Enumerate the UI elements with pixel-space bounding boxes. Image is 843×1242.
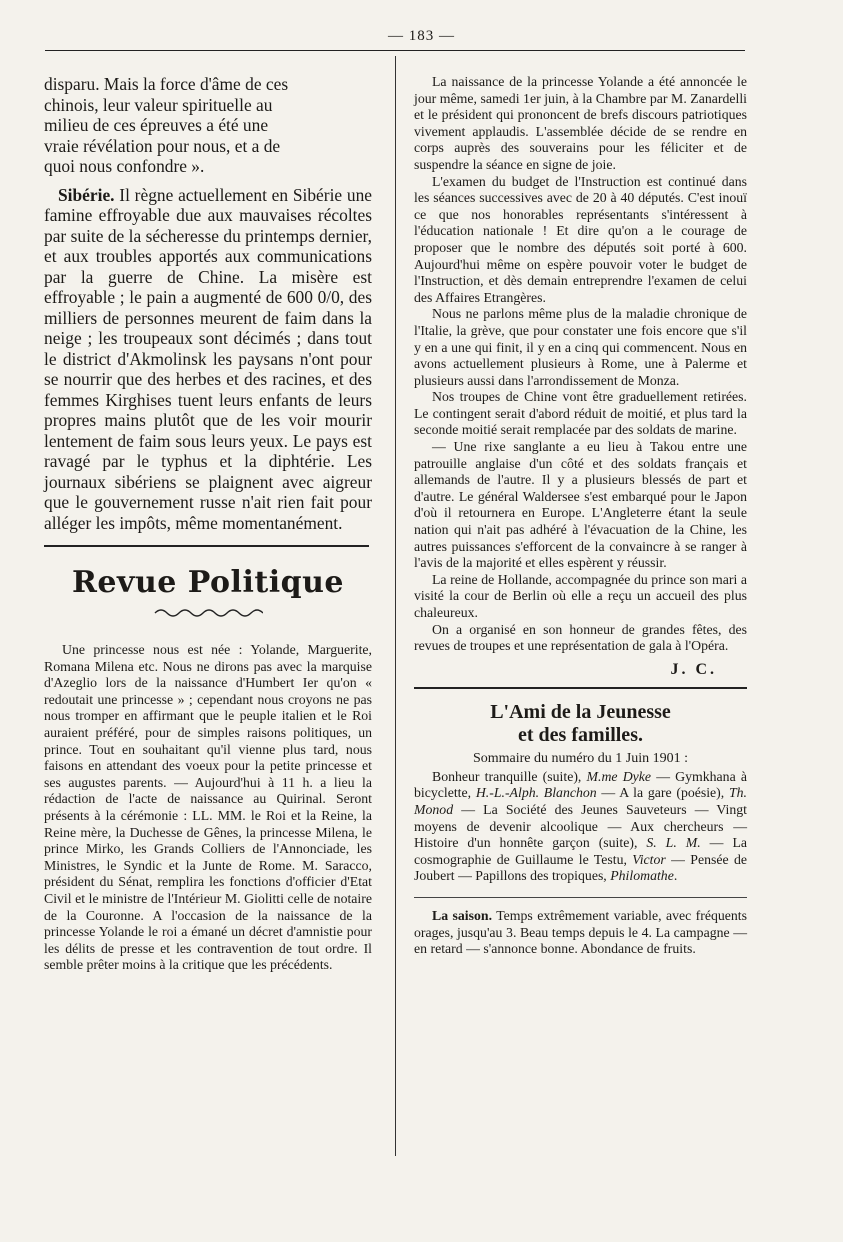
article-paragraph: La reine de Hollande, accompagnée du prince son mari a visité la cour de Berlin où elle a reçu un accueil des plus chaleureux.	[414, 571, 747, 620]
page-number: — 183 —	[388, 28, 455, 44]
article-paragraph: On a organisé en son honneur de grandes fêtes, des revues de troupes et une représentation de gala à l'Opéra.	[414, 621, 747, 654]
saison-paragraph	[414, 908, 747, 958]
siberie-paragraph	[44, 185, 372, 534]
intro-line: disparu. Mais la force d'âme de ces	[44, 74, 289, 94]
intro-line: milieu de ces épreuves a été une	[44, 115, 269, 135]
sommaire-heading: Sommaire du numéro du 1 Juin 1901 :	[472, 750, 689, 766]
ami-title-line1: L'Ami de la Jeunesse	[490, 700, 671, 723]
column-divider	[395, 56, 396, 1156]
revue-politique-title: Revue Politique	[72, 565, 344, 600]
siberie-text: Il règne actuellement en Sibérie une famine effroyable due aux mauvaises récoltes par suite de la sécheresse du printemps dernier, et aux troubles apportés aux communications par la guerre de Chine. La misère est effroyable ; le pain a augmenté de 600 0/0, des milliers de personnes meurent de faim dans la neige ; les troupeaux sont décimés ; dans tout le district d'Akmolinsk les paysans n'ont pour se nourrir que des herbes et des racines, et des femmes Kirghises tuent leurs enfants de leurs propres mains plutôt que de les voir mourir lentement de faim sous leurs yeux. Le pays est ravagé par le typhus et la diphtérie. Les journaux sibériens se plaignent avec aigreur que le gouvernement russe n'ait rien fait pour alléger les impôts, même momentanément.	[44, 184, 372, 533]
right-column	[414, 74, 747, 958]
article-paragraph: Nos troupes de Chine vont être graduellement retirées. Le contingent serait d'abord réduit de moitié, et plus tard la seconde moitié serait remplacée par des soldats de marine.	[414, 389, 747, 438]
sommaire-list: Bonheur tranquille (suite), M.me Dyke — Gymkhana à bicyclette, H.-L.-Alph. Blanchon — A la gare (poésie), Th. Monod — La Société des Jeunes Sauveteurs — Vingt moyens de devenir alcoolique — Aux chercheurs — Histoire d'un honnête garçon (suite), S. L. M. — La cosmographie de Guillaume le Testu, Victor — Pensée de Joubert — Papillons des tropiques, Philomathe.	[414, 768, 748, 884]
siberie-heading: Sibérie.	[58, 184, 115, 205]
section-rule	[414, 897, 747, 898]
revue-paragraph: Une princesse nous est née : Yolande, Marguerite, Romana Milena etc. Nous ne dirons pas avec la marquise d'Azeglio lors de la naissance d'Humbert Ier qu'on « redoutait une princesse » ; cependant nous croyons ne pas nous tromper en affirmant que le peuple italien et le Roi auraient préféré, pour de simples raisons politiques, un prince. Tout en souhaitant qu'il vienne plus tard, nous faisons en attendant des voeux pour la petite princesse et ses augustes parents. — Aujourd'hui à 11 h. a lieu la rédaction de l'acte de naissance au Quirinal. Seront présents à la cérémonie : LL. MM. le Roi et la Reine, la Reine mère, la Duchesse de Gênes, la princesse Milena, le prince Mirko, les Grands Colliers de l'Annonciade, les Ministres, le Syndic et la Junte de Rome. M. Saracco, président du Sénat, remplira les fonctions d'officier d'Etat Civil et le ministre de l'Intérieur M. Giolitti celle de notaire de la Couronne. A l'occasion de la naissance de la princesse Yolande le roi a émané un décret d'amnistie pour les délits de presse et les contravention de tout ordre. Il semble prêter moins à la critique que les précédents.	[44, 642, 372, 973]
left-column	[44, 74, 372, 974]
article-paragraph: — Une rixe sanglante a eu lieu à Takou entre une patrouille anglaise d'un côté et des soldats français et allemands de l'autre. Il y a plusieurs blessés de part et d'autre. Le général Waldersee s'est embarqué pour le Japon d'où il retournera en Europe. L'Angleterre étant la seule nation qui n'ait pas adhéré à l'évacuation de la Chine, les autres puissances s'efforcent de la convaincre à se ranger à l'avis de la majorité et elles espèrent y réussir.	[414, 439, 747, 571]
saison-text: Temps extrêmement variable, avec fréquents orages, jusqu'au 3. Beau temps depuis le 4. La campagne — en retard — s'annonce bonne. Abondance de fruits.	[414, 907, 748, 957]
saison-heading: La saison.	[432, 907, 493, 923]
article-paragraph: L'examen du budget de l'Instruction est continué dans les séances successives avec de 20 à 40 députés. C'est inouï ce que nos honorables représentants s'intéressent à l'éducation nationale ! Et dire qu'on a le courage de proposer que le nombre des députés soit porté à 600. Aujourd'hui même on espère pouvoir voter le budget de l'Instruction, et dès demain entreprendre l'examen de celui des Affaires Etrangères.	[414, 173, 747, 305]
section-rule	[44, 545, 369, 547]
section-rule	[414, 687, 747, 689]
intro-line: quoi nous confondre ».	[44, 156, 205, 176]
author-signature: J. C.	[670, 660, 717, 678]
top-rule	[45, 50, 745, 51]
article-paragraph: Nous ne parlons même plus de la maladie chronique de l'Italie, la grève, que pour constater une fois encore que s'il y en a une qui finit, il y en a cinq qui commencent. Nous en avons actuellement plusieurs à Rome, une à Palerme et plusieurs aussi dans l'arrondissement de Monza.	[414, 306, 747, 388]
ami-title-line2: et des familles.	[518, 723, 643, 746]
article-paragraph: La naissance de la princesse Yolande a été annoncée le jour même, samedi 1er juin, à la Chambre par M. Zanardelli et le président qui prononcent de brefs discours patriotiques vivement applaudis. L'assemblée décide de se rendre en corps auprès des souverains pour les féliciter et de suspendre la séance en signe de joie.	[414, 74, 747, 172]
intro-line: vraie révélation pour nous, et a de	[44, 135, 281, 156]
intro-line: chinois, leur valeur spirituelle au	[44, 94, 273, 115]
intro-paragraph	[44, 74, 372, 177]
ornament-flourish	[44, 606, 372, 626]
